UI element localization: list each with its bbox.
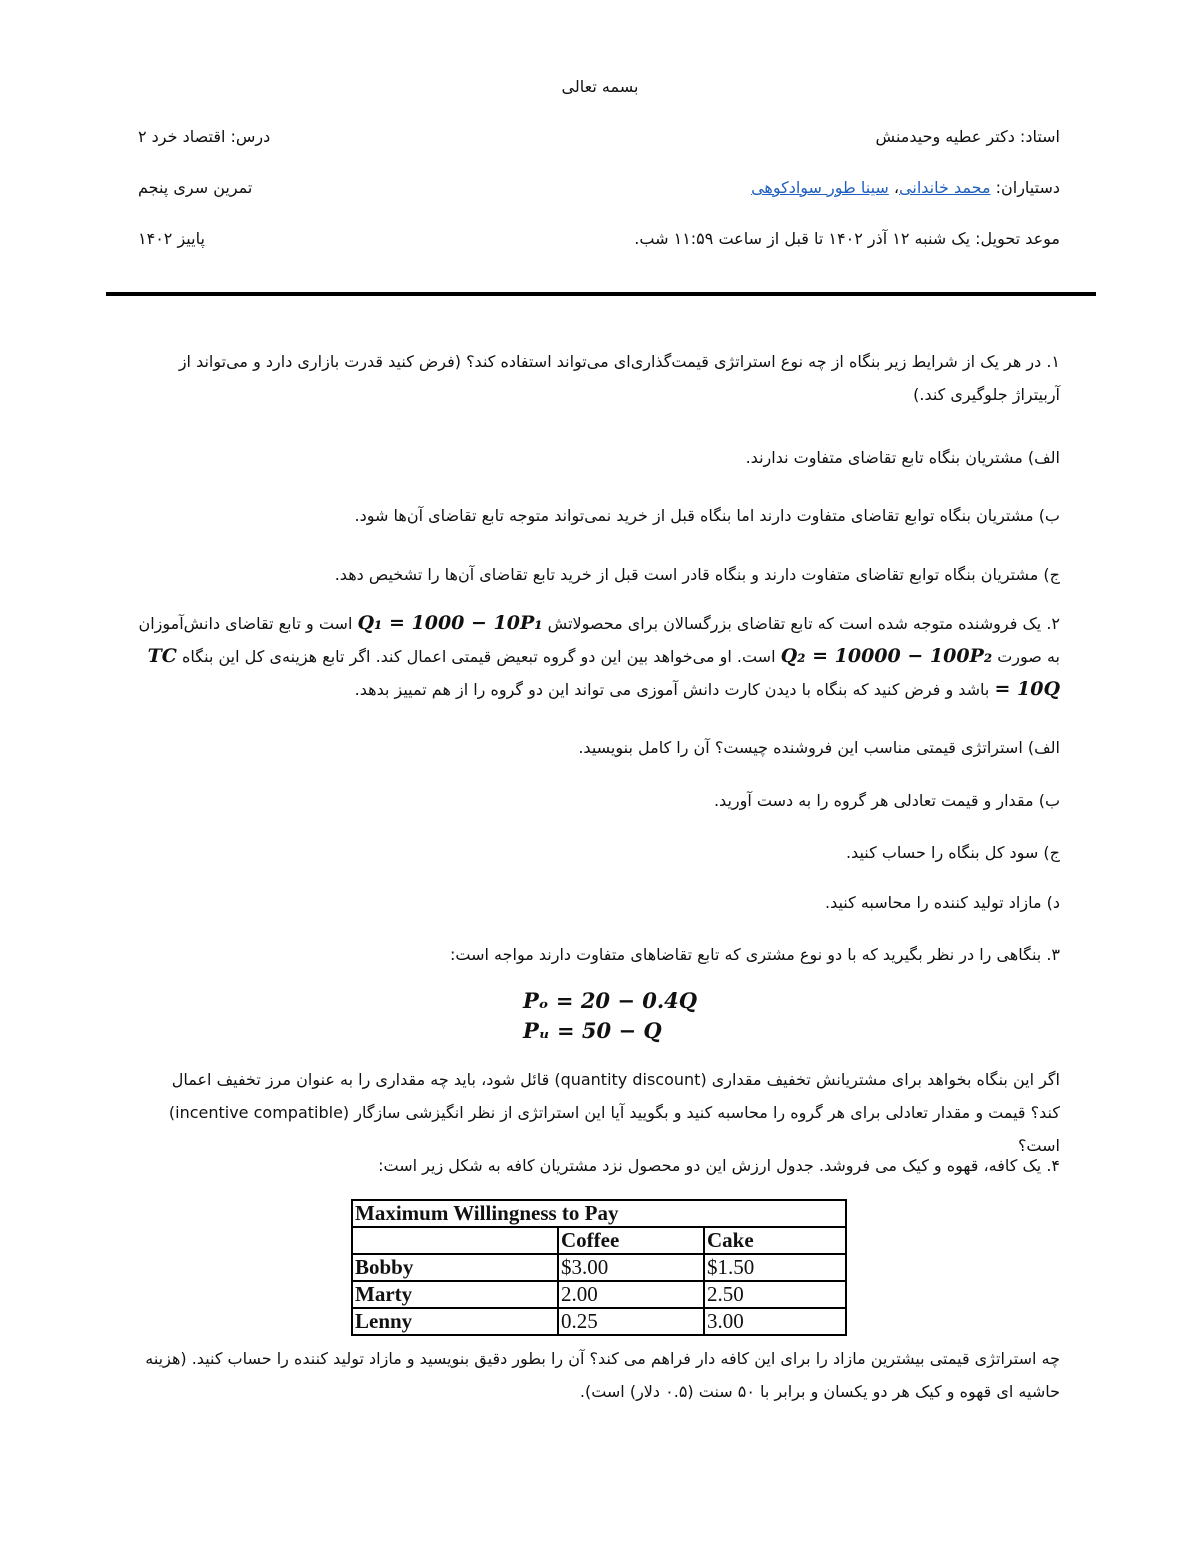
table-header-coffee: Coffee [558,1227,704,1254]
ta-link-1[interactable]: محمد خاندانی [899,178,991,197]
table-cell: 2.00 [558,1281,704,1308]
willingness-to-pay-table [351,1199,847,1336]
table-cell: Bobby [352,1254,558,1281]
question-3: ۳. بنگاهی را در نظر بگیرید که با دو نوع مشتری که تابع تقاضاهای متفاوت دارند مواجه است: [449,945,1060,964]
q2-text-3: است. او می‌خواهد بین این دو گروه تبعیض قیمتی اعمال کند. اگر تابع هزینه‌ی کل این بنگاه [176,647,781,666]
equation-total-cost: TC = 10Q [147,645,1060,700]
table-cell: $3.00 [558,1254,704,1281]
question-1-part-a: الف) مشتریان بنگاه تابع تقاضای متفاوت ندارند. [745,448,1060,467]
table-header-row [352,1227,846,1254]
basmala: بسمه تعالی [561,77,639,96]
table-cell: 2.50 [704,1281,846,1308]
table-cell: 0.25 [558,1308,704,1335]
equation-student-demand: Q₂ = 10000 − 100P₂ [780,645,993,667]
header-divider [106,292,1096,296]
question-2-part-b: ب) مقدار و قیمت تعادلی هر گروه را به دست آورید. [713,791,1060,810]
table-title-row [352,1200,846,1227]
q2-text-1: ۲. یک فروشنده متوجه شده است که تابع تقاضای بزرگسالان برای محصولاتش [542,614,1060,633]
question-2 [138,607,1060,706]
question-1: ۱. در هر یک از شرایط زیر بنگاه از چه نوع استراتژی قیمت‌گذاری‌ای می‌تواند استفاده کند؟ (فرض کنید قدرت بازاری دارد و می‌تواند از آربیتراژ جلوگیری کند.) [178,352,1060,404]
question-4: ۴. یک کافه، قهوه و کیک می فروشد. جدول ارزش این دو محصول نزد مشتریان کافه به شکل زیر است: [378,1156,1060,1175]
equation-adult-demand: Q₁ = 1000 − 10P₁ [357,612,543,634]
table-row [352,1281,846,1308]
teaching-assistants [751,177,1060,199]
table-cell: $1.50 [704,1254,846,1281]
table-row [352,1254,846,1281]
deadline: موعد تحویل: یک شنبه ۱۲ آذر ۱۴۰۲ تا قبل از ساعت ۱۱:۵۹ شب. [634,229,1060,248]
question-1-part-b: ب) مشتریان بنگاه توابع تقاضای متفاوت دارند اما بنگاه قبل از خرید نمی‌تواند متوجه تابع تقاضای آن‌ها شود. [354,506,1060,525]
equation-young-demand: Pᵤ = 50 − Q [523,1018,662,1043]
ta-link-2[interactable]: سینا طور سوادکوهی [751,178,889,197]
q2-text-2: است و تابع تقاضای دانش‌آموزان به صورت [138,614,1060,666]
term: پاییز ۱۴۰۲ [138,229,205,248]
question-2-part-d: د) مازاد تولید کننده را محاسبه کنید. [824,893,1060,912]
table-row [352,1308,846,1335]
course-name: درس: اقتصاد خرد ۲ [138,127,271,146]
table-cell: Lenny [352,1308,558,1335]
question-2-part-a: الف) استراتژی قیمتی مناسب این فروشنده چیست؟ آن را کامل بنویسید. [578,738,1060,757]
table-header-cake: Cake [704,1227,846,1254]
ta-separator: ، [888,178,900,197]
ta-label: دستیاران: [990,178,1060,197]
question-2-part-c: ج) سود کل بنگاه را حساب کنید. [845,843,1060,862]
q2-text-4: باشد و فرض کنید که بنگاه با دیدن کارت دانش آموزی می تواند این دو گروه را از هم تمییز بدهد. [354,680,995,699]
equation-old-demand: Pₒ = 20 − 0.4Q [523,988,698,1013]
question-3-body: اگر این بنگاه بخواهد برای مشتریانش تخفیف مقداری (quantity discount) قائل شود، باید چه مقداری را به عنوان مرز تخفیف اعمال کند؟ قیمت و مقدار تعادلی برای هر گروه را محاسبه کنید و بگویید آیا این استراتژی از نظر انگیزشی سازگار (incentive compatible) است؟ [168,1070,1060,1155]
table-title: Maximum Willingness to Pay [352,1200,846,1227]
instructor-name: استاد: دکتر عطیه وحیدمنش [875,127,1060,146]
homework-title: تمرین سری پنجم [138,178,253,197]
table-cell: 3.00 [704,1308,846,1335]
question-1-part-c: ج) مشتریان بنگاه توابع تقاضای متفاوت دارند و بنگاه قادر است قبل از خرید تابع تقاضای آن‌ها را تشخیص دهد. [334,565,1060,584]
table-header-corner [352,1227,558,1254]
question-4-body: چه استراتژی قیمتی بیشترین مازاد را برای این کافه دار فراهم می کند؟ آن را بطور دقیق بنویسید و مازاد تولید کننده را حساب کنید. (هزینه حاشیه ای قهوه و کیک هر دو یکسان و برابر با ۵۰ سنت (۰.۵ دلار) است). [145,1349,1060,1401]
table-cell: Marty [352,1281,558,1308]
